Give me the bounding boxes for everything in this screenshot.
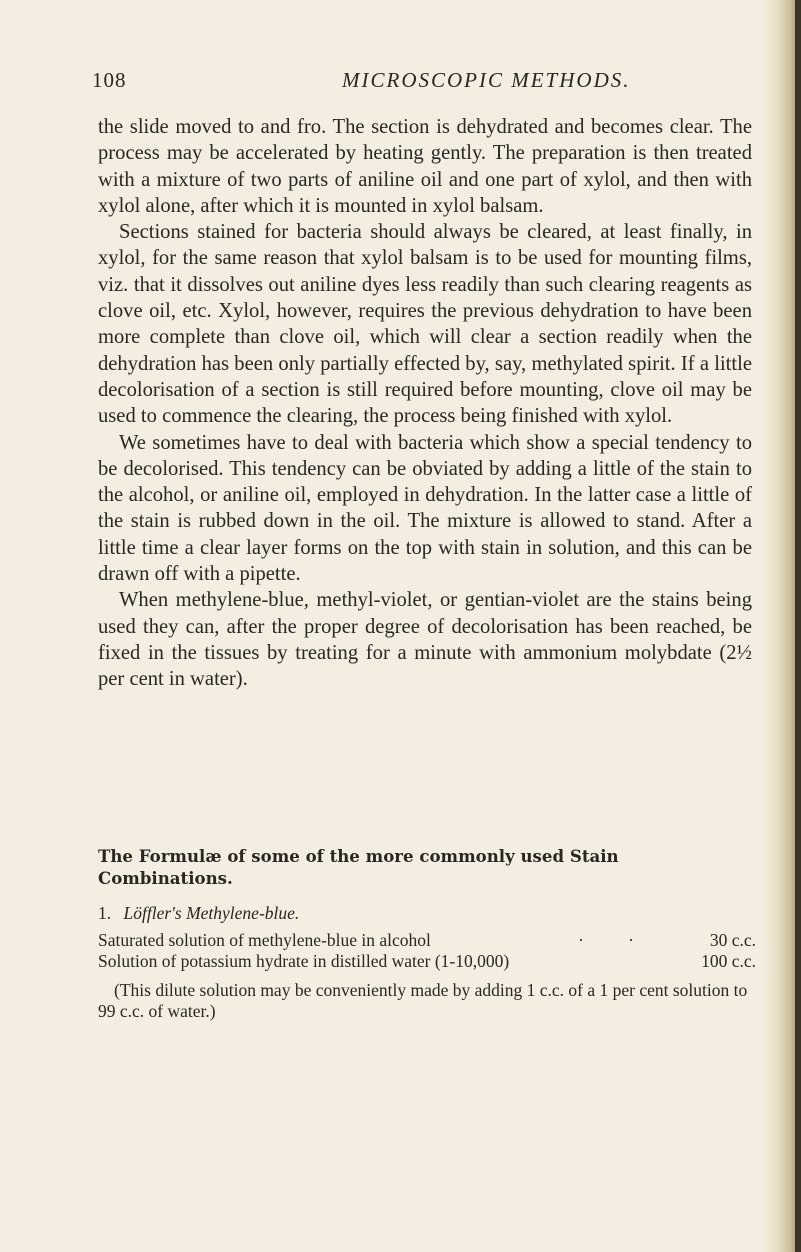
page-edge-shadow <box>795 0 801 1252</box>
ingredient-name: Solution of potassium hydrate in distilled water (1-10,000) <box>98 951 510 971</box>
paragraph: We sometimes have to deal with bacteria which show a special tendency to be decolorised. This tendency can be obviated by adding a little of the stain to the alcohol, or aniline oil, employed in dehydration. In the latter case a little of the stain is rubbed down in the oil. The mixture is allowed to stand. After a little time a clear layer forms on the top with stain in solution, and this can be drawn off with a pipette. <box>98 431 752 586</box>
formula-number: 1. <box>98 903 112 923</box>
paragraph: the slide moved to and fro. The section is dehydrated and becomes clear. The process may be accelerated by heating gently. The preparation is then treated with a mixture of two parts of aniline oil and one part of xylol, and then with xylol alone, after which it is mounted in xylol balsam. <box>98 116 752 217</box>
ingredient-row <box>98 930 756 951</box>
formula-title <box>98 903 756 924</box>
ingredient-amount: 100 c.c. <box>701 951 756 971</box>
page-number: 108 <box>92 68 127 92</box>
ingredient-amount: 30 c.c. <box>709 930 756 950</box>
body-text <box>98 114 752 693</box>
leader-dots: · · <box>577 930 654 950</box>
formula-note: (This dilute solution may be conveniently made by adding 1 c.c. of a 1 per cent solution to 99 c.c. of water.) <box>98 980 748 1021</box>
formulae-section <box>98 845 756 1022</box>
paragraph: When methylene-blue, methyl-violet, or gentian-violet are the stains being used they can, after the proper degree of decolorisation has been reached, be fixed in the tissues by treating for a minute with ammonium molybdate (2½ per cent in water). <box>98 589 752 691</box>
page-header <box>92 68 752 98</box>
running-head: MICROSCOPIC METHODS. <box>342 68 631 92</box>
ingredient-row <box>98 951 756 972</box>
paragraph: Sections stained for bacteria should always be cleared, at least finally, in xylol, for the same reason that xylol balsam is to be used for mounting films, viz. that it dissolves out aniline dyes less readily than such clearing reagents as clove oil, etc. Xylol, however, requires the previous dehydration to have been more complete than clove oil, which will clear a section readily when the dehydration has been only partially effected by, say, methylated spirit. If a little decolorisation of a section is still required before mounting, clove oil may be used to commence the clearing, the process being finished with xylol. <box>98 221 752 428</box>
ingredient-name: Saturated solution of methylene-blue in alcohol <box>98 930 431 950</box>
section-heading: The Formulæ of some of the more commonly used Stain Combinations. <box>98 846 619 888</box>
formula-name: Löffler's Methylene-blue. <box>123 903 300 923</box>
